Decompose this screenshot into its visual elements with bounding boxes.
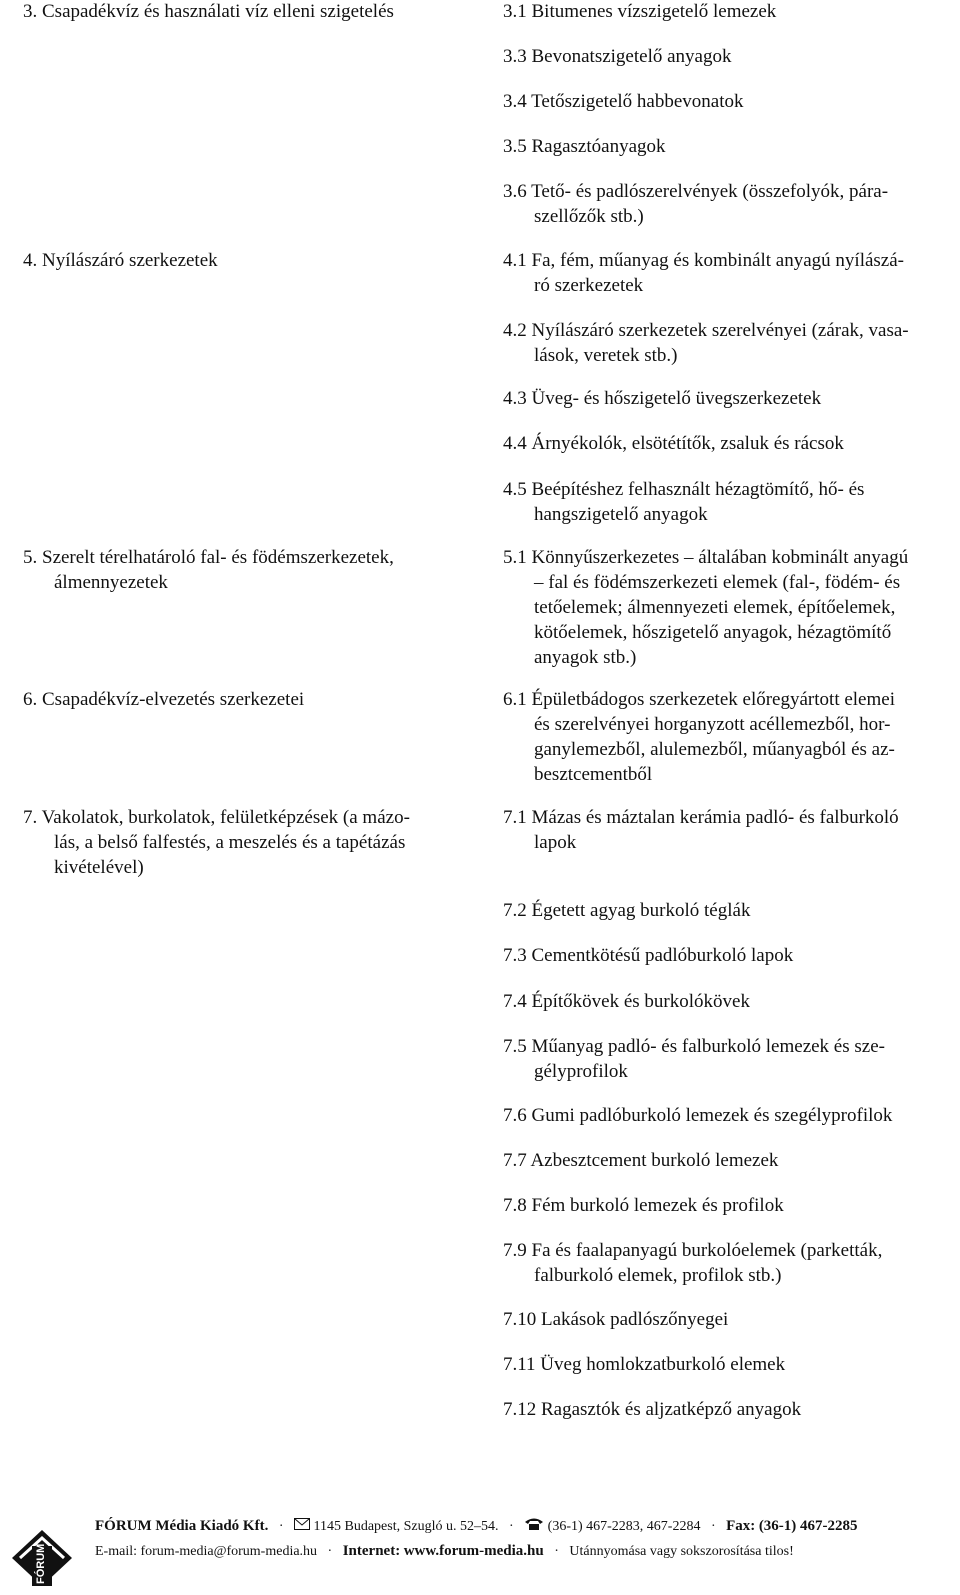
item-7-6: 7.6 Gumi padlóburkoló lemezek és szegélyprofilok [503,1105,893,1126]
item-3-4: 3.4 Tetőszigetelő habbevonatok [503,91,744,112]
text-line: 3.6 Tető- és padlószerelvények (összefolyók, pára- [503,181,889,202]
item-4-4: 4.4 Árnyékolók, elsötétítők, zsaluk és rácsok [503,433,844,454]
item-4-1 [503,248,904,298]
item-6-1 [503,687,895,787]
item-7-2: 7.2 Égetett agyag burkoló téglák [503,900,751,921]
footer-company: FÓRUM Média Kiadó Kft. [95,1518,269,1535]
text-line: tetőelemek; álmennyezeti elemek, építőelemek, [534,597,896,618]
footer-internet-label: Internet: [342,1543,401,1559]
item-3-6 [503,179,888,229]
item-7-10: 7.10 Lakások padlószőnyegei [503,1309,729,1330]
envelope-icon [294,1518,310,1536]
section-3-heading: 3. Csapadékvíz és használati víz elleni szigetelés [23,1,394,22]
text-line: 7.1 Mázas és máztalan kerámia padló- és falburkoló [503,807,899,828]
text-line: 7.5 Műanyag padló- és falburkoló lemezek és sze- [503,1036,885,1057]
svg-text:FÓRUM: FÓRUM [35,1543,47,1584]
item-3-5: 3.5 Ragasztóanyagok [503,136,666,157]
text-line: falburkoló elemek, profilok stb.) [534,1265,782,1286]
item-7-8: 7.8 Fém burkoló lemezek és profilok [503,1195,784,1216]
text-line: lások, veretek stb.) [534,345,678,366]
item-4-5 [503,477,864,527]
item-7-3: 7.3 Cementkötésű padlóburkoló lapok [503,945,794,966]
item-7-1 [503,805,899,855]
footer-fax: (36-1) 467-2285 [758,1518,858,1535]
footer-phone: (36-1) 467-2283, 467-2284 [547,1519,701,1535]
footer-notice: Utánnyomása vagy sokszorosítása tilos! [569,1544,794,1559]
item-7-7: 7.7 Azbesztcement burkoló lemezek [503,1150,779,1171]
text-line: és szerelvényei horganyzott acéllemezből, hor- [534,714,891,735]
item-3-3: 3.3 Bevonatszigetelő anyagok [503,46,732,67]
text-line: – fal és födémszerkezeti elemek (fal-, födém- és [534,572,901,593]
section-6-heading: 6. Csapadékvíz-elvezetés szerkezetei [23,689,305,710]
section-5-heading [23,545,394,595]
item-7-11: 7.11 Üveg homlokzatburkoló elemek [503,1354,786,1375]
item-5-1 [503,545,908,670]
section-7-heading [23,805,410,880]
footer-address: 1145 Budapest, Szugló u. 52–54. [313,1519,499,1535]
text-line: 5. Szerelt térelhatároló fal- és födémszerkezetek, [23,547,394,568]
phone-icon [524,1517,544,1537]
text-line: 4.2 Nyílászáró szerkezetek szerelvényei (zárak, vasa- [503,320,909,341]
page-footer: FÓRUM FÓRUM Média Kiadó Kft. · 1145 Budapest, Szugló u. 52–54. · (36-1) 467-2283, 467-2284 · Fax: (36-1) 467-2285 E-mail: forum-media@forum-media.hu · Internet: www.forum-media.hu · Utánnyomása vagy sokszorosítása tilos! [0,1515,960,1592]
text-line: kötőelemek, hőszigetelő anyagok, hézagtömítő [534,622,892,643]
item-7-4: 7.4 Építőkövek és burkolókövek [503,991,750,1012]
footer-fax-label: Fax: [726,1518,756,1535]
forum-logo [8,1526,76,1590]
text-line: lapok [534,832,577,853]
text-line: lás, a belső falfestés, a meszelés és a tapétázás [54,832,406,853]
item-7-9 [503,1238,882,1288]
text-line: álmennyezetek [54,572,168,593]
footer-email: E-mail: forum-media@forum-media.hu [95,1544,318,1559]
item-7-5 [503,1034,885,1084]
text-line: 6.1 Épületbádogos szerkezetek előregyártott elemei [503,689,895,710]
text-line: hangszigetelő anyagok [534,504,708,525]
item-4-2 [503,318,909,368]
text-line: 5.1 Könnyűszerkezetes – általában kobminált anyagú [503,547,909,568]
text-line: kivételével) [54,857,144,878]
section-4-heading: 4. Nyílászáró szerkezetek [23,250,218,271]
text-line: besztcementből [534,764,653,785]
text-line: 4.5 Beépítéshez felhasznált hézagtömítő, hő- és [503,479,865,500]
item-7-12: 7.12 Ragasztók és aljzatképző anyagok [503,1399,802,1420]
text-line: ganylemezből, alulemezből, műanyagból és az- [534,739,895,760]
text-line: ró szerkezetek [534,275,644,296]
footer-internet: www.forum-media.hu [403,1543,544,1559]
text-line: 7. Vakolatok, burkolatok, felületképzések (a mázo- [23,807,410,828]
item-3-1: 3.1 Bitumenes vízszigetelő lemezek [503,1,777,22]
text-line: szellőzők stb.) [534,206,644,227]
item-4-3: 4.3 Üveg- és hőszigetelő üvegszerkezetek [503,388,822,409]
text-line: gélyprofilok [534,1061,628,1082]
text-line: 7.9 Fa és faalapanyagú burkolóelemek (parketták, [503,1240,883,1261]
text-line: anyagok stb.) [534,647,637,668]
text-line: 4.1 Fa, fém, műanyag és kombinált anyagú nyílászá- [503,250,905,271]
